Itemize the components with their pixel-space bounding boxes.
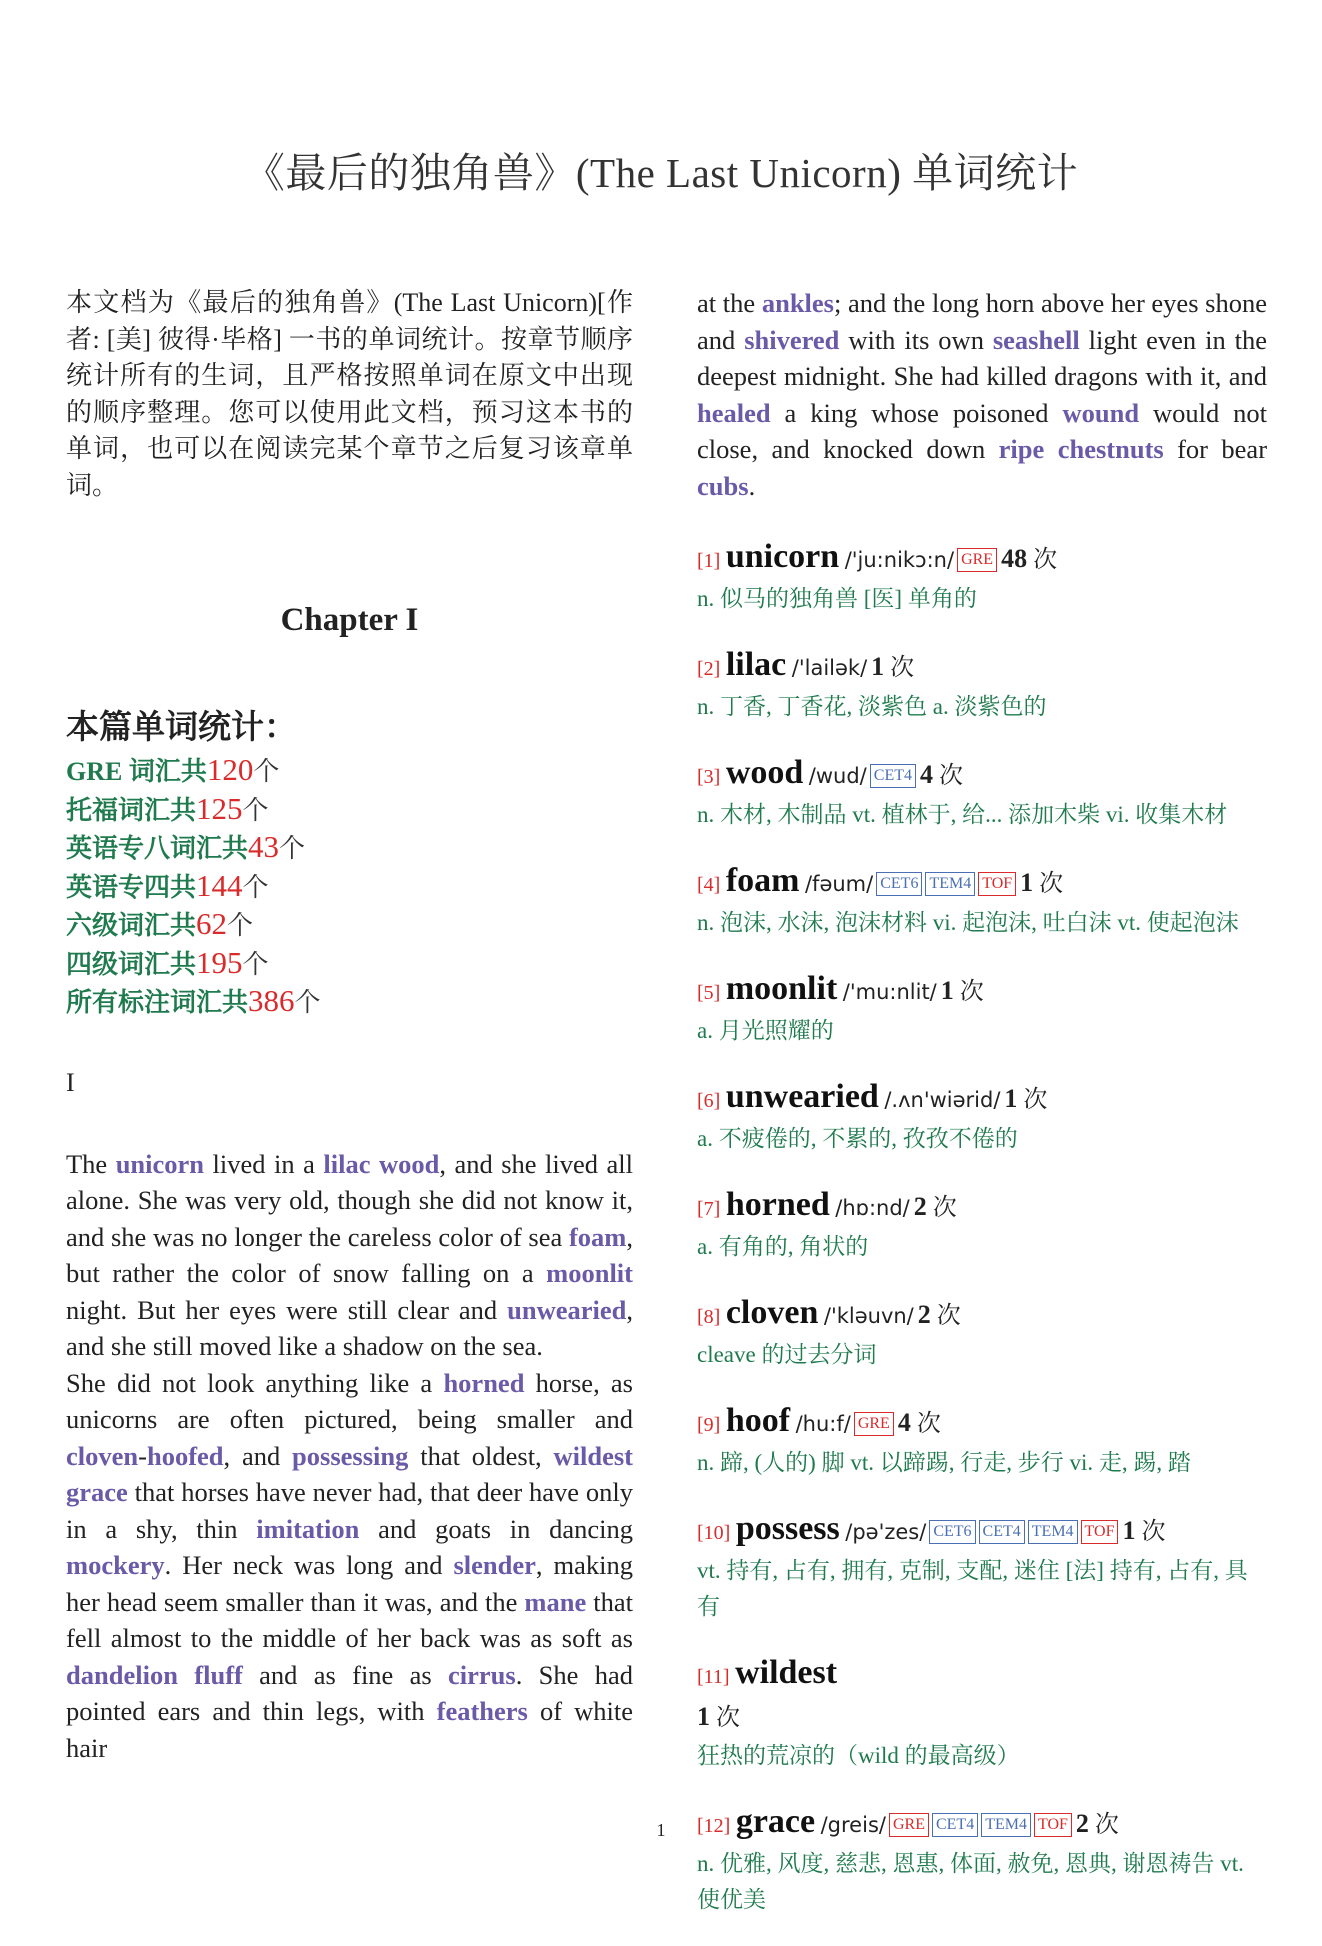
entry-level-tag: GRE	[889, 1813, 929, 1837]
stats-list	[66, 752, 633, 1022]
vocab-entry	[697, 1401, 1267, 1481]
paragraph-3: at the ankles; and the long horn above her eyes shone and shivered with its own seashell light even in the deepest midnight. She had killed dragons with it, and healed a king whose poisoned wound would not close, and knocked down ripe chestnuts for bear cubs.	[697, 288, 1268, 501]
entry-head	[697, 1653, 1267, 1697]
entry-head	[697, 1077, 1267, 1121]
left-column	[66, 285, 633, 1766]
stat-unit: 个	[279, 834, 306, 863]
stat-count: 62	[196, 906, 228, 941]
highlighted-word: chestnuts	[1057, 434, 1164, 464]
paragraph-2: She did not look anything like a horned horse, as unicorns are often pictured, being smaller and cloven-hoofed, and possessing that oldest, wildest grace that horses have never had, that deer have only in a shy, thin imitation and goats in dancing mockery. Her neck was long and slender, making her head seem smaller than it was, and the mane that fell almost to the middle of her back was as soft as dandelion fluff and as fine as cirrus. She had pointed ears and thin legs, with feathers of white hair	[66, 1367, 634, 1763]
stat-label: 四级词汇共	[66, 949, 197, 979]
entry-count-number: 1	[871, 652, 885, 681]
entry-count-unit: 次	[938, 763, 963, 789]
entry-count-unit: 次	[1094, 1812, 1119, 1838]
entry-count-number: 1	[1004, 1084, 1018, 1113]
entry-head	[697, 969, 1267, 1013]
highlighted-word: horned	[443, 1367, 525, 1398]
highlighted-word: feathers	[436, 1696, 528, 1726]
entry-count-unit: 次	[1039, 871, 1064, 897]
stat-count: 144	[196, 867, 243, 903]
highlighted-word: healed	[697, 397, 771, 428]
stat-label: 所有标注词汇共	[66, 988, 249, 1017]
entry-level-tag: TEM4	[1028, 1520, 1078, 1544]
highlighted-word: shivered	[744, 324, 840, 355]
entry-count-number: 1	[1020, 868, 1034, 897]
entry-meaning: n. 丁香, 丁香花, 淡紫色 a. 淡紫色的	[697, 694, 1047, 719]
entry-count	[1020, 868, 1064, 897]
entry-word: grace	[735, 1803, 816, 1840]
entry-count-unit: 次	[959, 979, 984, 1005]
entry-meaning: a. 不疲倦的, 不累的, 孜孜不倦的	[697, 1126, 1018, 1151]
stat-count: 120	[206, 752, 254, 787]
entry-word: unicorn	[725, 538, 840, 575]
entry-word: moonlit	[725, 970, 838, 1007]
stat-unit: 个	[253, 757, 280, 786]
stat-label: 英语专八词汇共	[66, 834, 249, 863]
entry-level-tag: CET4	[870, 764, 916, 788]
highlighted-word: cubs	[697, 470, 749, 501]
highlighted-word: mockery	[66, 1550, 165, 1580]
entry-meaning: vt. 持有, 占有, 拥有, 克制, 支配, 迷住 [法] 持有, 占有, 具有	[697, 1558, 1248, 1619]
entry-head	[697, 537, 1267, 581]
stat-unit: 个	[242, 949, 269, 979]
entry-count-unit: 次	[1141, 1519, 1166, 1545]
entry-phonetic: /hu:f/	[795, 1412, 851, 1436]
vocab-entry	[697, 753, 1267, 833]
entry-phonetic: /hɒ:nd/	[835, 1196, 910, 1220]
right-column	[697, 285, 1267, 1946]
highlighted-word: moonlit	[546, 1258, 633, 1288]
entry-index: [9]	[697, 1414, 721, 1436]
entry-word: wildest	[735, 1654, 838, 1691]
entry-head	[697, 645, 1267, 689]
entry-index: [10]	[697, 1522, 731, 1544]
entry-count	[871, 652, 915, 681]
entry-word: foam	[725, 862, 800, 899]
stat-count: 386	[248, 983, 295, 1018]
stat-item	[66, 791, 633, 830]
entry-index: [12]	[697, 1815, 731, 1837]
vocab-entry	[697, 969, 1267, 1049]
entry-count	[1004, 1084, 1048, 1113]
entry-phonetic: /fəum/	[804, 872, 874, 896]
highlighted-word: mane	[524, 1586, 587, 1617]
entry-level-tag: CET4	[979, 1520, 1025, 1544]
page-number: 1	[656, 1820, 666, 1840]
entry-count	[1122, 1516, 1166, 1545]
highlighted-word: wound	[1062, 397, 1140, 428]
entry-count	[913, 1192, 957, 1221]
stat-label: 六级词汇共	[66, 911, 197, 940]
stat-count: 195	[196, 944, 243, 980]
stat-unit: 个	[242, 795, 269, 825]
vocab-entry	[697, 861, 1267, 941]
chapter-text-start	[66, 1146, 633, 1767]
vocab-entry	[697, 1509, 1267, 1625]
stat-unit: 个	[242, 872, 269, 902]
entry-level-tag: GRE	[957, 548, 997, 572]
entry-phonetic: /'ju:nikɔ:n/	[844, 548, 955, 572]
entry-phonetic: /.ʌn'wiərid/	[884, 1088, 1001, 1112]
entry-head	[697, 753, 1267, 797]
entry-phonetic: /wud/	[808, 764, 867, 788]
entry-count	[919, 760, 963, 789]
entry-index: [4]	[697, 874, 721, 896]
entry-phonetic: /'lailək/	[791, 656, 868, 680]
highlighted-word: cirrus	[448, 1659, 516, 1690]
entry-count	[940, 976, 984, 1005]
highlighted-word: cloven	[66, 1440, 139, 1471]
entry-count-unit: 次	[890, 655, 915, 681]
entry-level-tag: CET4	[932, 1813, 978, 1837]
entry-phonetic: /pə'zes/	[845, 1520, 927, 1544]
entry-count-unit: 次	[916, 1411, 941, 1437]
entry-index: [7]	[697, 1198, 721, 1220]
entry-meaning: a. 月光照耀的	[697, 1018, 834, 1043]
stats-heading: 本篇单词统计：	[66, 710, 297, 746]
stat-label: 托福词汇共	[66, 795, 197, 825]
entry-count-number: 2	[913, 1192, 927, 1221]
entry-count-number: 4	[919, 760, 933, 789]
vocab-entry	[697, 537, 1267, 617]
stat-label: GRE 词汇共	[66, 757, 207, 786]
highlighted-word: foam	[568, 1221, 627, 1252]
entry-index: [11]	[697, 1666, 730, 1688]
entry-head	[697, 1293, 1267, 1337]
stat-item	[66, 752, 633, 791]
entry-count-number: 1	[697, 1702, 710, 1731]
entry-index: [2]	[697, 658, 721, 680]
highlighted-word: wood	[378, 1148, 440, 1179]
highlighted-word: fluff	[194, 1659, 243, 1690]
entry-head	[697, 1401, 1267, 1445]
entry-count-number: 2	[917, 1300, 931, 1329]
highlighted-word: lilac	[323, 1148, 371, 1179]
highlighted-word: unicorn	[115, 1148, 205, 1179]
entry-word: cloven	[725, 1294, 819, 1331]
entry-count	[917, 1300, 961, 1329]
highlighted-word: grace	[66, 1477, 128, 1507]
stat-unit: 个	[227, 911, 254, 940]
entry-phonetic: /greis/	[820, 1813, 886, 1837]
stat-count: 125	[196, 790, 243, 826]
stat-item	[66, 945, 633, 984]
vocab-entry	[697, 1293, 1267, 1373]
stat-count: 43	[248, 829, 280, 864]
entry-level-tag: TEM4	[981, 1813, 1031, 1837]
entry-head	[697, 1185, 1267, 1229]
entry-level-tag: CET6	[876, 872, 922, 896]
entry-level-tag: CET6	[929, 1520, 975, 1544]
entry-count-number: 1	[940, 976, 954, 1005]
intro-text: 本文档为《最后的独角兽》(The Last Unicorn)[作者: [美] 彼得·毕格] 一书的单词统计。按章节顺序统计所有的生词，且严格按照单词在原文中出现的顺序整理。您可以使用此文档，预习这本书的单词，也可以在阅读完某个章节之后复习该章单词。	[66, 288, 633, 500]
vocabulary-entries	[697, 537, 1267, 1918]
entry-phonetic: /'kləuvn/	[823, 1304, 914, 1328]
highlighted-word: wildest	[553, 1440, 633, 1471]
stat-label: 英语专四共	[66, 872, 197, 902]
entry-count	[897, 1408, 941, 1437]
entry-index: [6]	[697, 1090, 721, 1112]
section-numeral: I	[66, 1067, 75, 1097]
entry-word: hoof	[725, 1402, 791, 1439]
vocab-entry	[697, 1653, 1267, 1774]
entry-count-line	[697, 1697, 1267, 1738]
entry-count-number: 2	[1075, 1809, 1089, 1838]
entry-count-unit: 次	[936, 1303, 961, 1329]
entry-count-number: 1	[1122, 1516, 1136, 1545]
entry-phonetic: /'mu:nlit/	[842, 980, 937, 1004]
chapter-title: Chapter I	[280, 602, 419, 638]
entry-word: horned	[725, 1186, 830, 1223]
entry-meaning: cleave 的过去分词	[697, 1342, 877, 1367]
entry-meaning: n. 蹄, (人的) 脚 vt. 以蹄踢, 行走, 步行 vi. 走, 踢, 踏	[697, 1450, 1191, 1475]
entry-meaning: a. 有角的, 角状的	[697, 1234, 869, 1259]
entry-level-tag: TOF	[978, 872, 1016, 896]
vocab-entry	[697, 645, 1267, 725]
entry-index: [1]	[697, 550, 721, 572]
entry-index: [8]	[697, 1306, 721, 1328]
highlighted-word: imitation	[256, 1513, 360, 1544]
entry-count-unit: 次	[1033, 547, 1058, 573]
entry-level-tag: TOF	[1034, 1813, 1072, 1837]
entry-meaning: n. 木材, 木制品 vt. 植林于, 给... 添加木柴 vi. 收集木材	[697, 802, 1228, 827]
entry-count-unit: 次	[932, 1195, 957, 1221]
stat-unit: 个	[294, 988, 321, 1017]
entry-level-tag: GRE	[854, 1412, 894, 1436]
highlighted-word: ankles	[761, 288, 834, 318]
entry-count-number: 4	[897, 1408, 911, 1437]
entry-meaning: n. 泡沫, 水沫, 泡沫材料 vi. 起泡沫, 吐白沫 vt. 使起泡沫	[697, 910, 1239, 935]
vocab-entry	[697, 1185, 1267, 1265]
entry-meaning: n. 似马的独角兽 [医] 单角的	[697, 586, 977, 611]
stat-item	[66, 906, 633, 945]
stat-item	[66, 829, 633, 868]
entry-count	[697, 1702, 740, 1731]
entry-count	[1001, 544, 1058, 573]
entry-level-tag: TOF	[1081, 1520, 1119, 1544]
vocab-entry	[697, 1077, 1267, 1157]
stat-item	[66, 983, 633, 1022]
entry-level-tag: TEM4	[925, 872, 975, 896]
highlighted-word: ripe	[998, 434, 1045, 464]
entry-count-unit: 次	[716, 1705, 740, 1731]
highlighted-word: dandelion	[66, 1659, 178, 1690]
entry-word: lilac	[725, 646, 787, 683]
entry-word: unwearied	[725, 1078, 879, 1115]
paragraph-1: The unicorn lived in a lilac wood, and she lived all alone. She was very old, though she did not know it, and she was no longer the careless color of sea foam, but rather the color of snow falling on a moonlit night. But her eyes were still clear and unwearied, and she still moved like a shadow on the sea.	[66, 1148, 633, 1361]
highlighted-word: hoofed	[146, 1440, 224, 1471]
highlighted-word: seashell	[992, 324, 1080, 355]
entry-word: wood	[725, 754, 804, 791]
entry-head	[697, 861, 1267, 905]
entry-count-number: 48	[1001, 544, 1028, 573]
stat-item	[66, 868, 633, 907]
highlighted-word: unwearied	[507, 1294, 627, 1325]
entry-head	[697, 1509, 1267, 1553]
entry-word: possess	[735, 1510, 840, 1547]
entry-meaning: n. 优雅, 风度, 慈悲, 恩惠, 体面, 赦免, 恩典, 谢恩祷告 vt. 使优美	[697, 1851, 1244, 1912]
entry-index: [3]	[697, 766, 721, 788]
entry-index: [5]	[697, 982, 721, 1004]
entry-meaning: 狂热的荒凉的（wild 的最高级）	[697, 1743, 1020, 1768]
highlighted-word: possessing	[292, 1440, 409, 1471]
entry-count-unit: 次	[1023, 1087, 1048, 1113]
highlighted-word: slender	[453, 1550, 536, 1580]
document-title: 《最后的独角兽》(The Last Unicorn) 单词统计	[243, 150, 1079, 196]
